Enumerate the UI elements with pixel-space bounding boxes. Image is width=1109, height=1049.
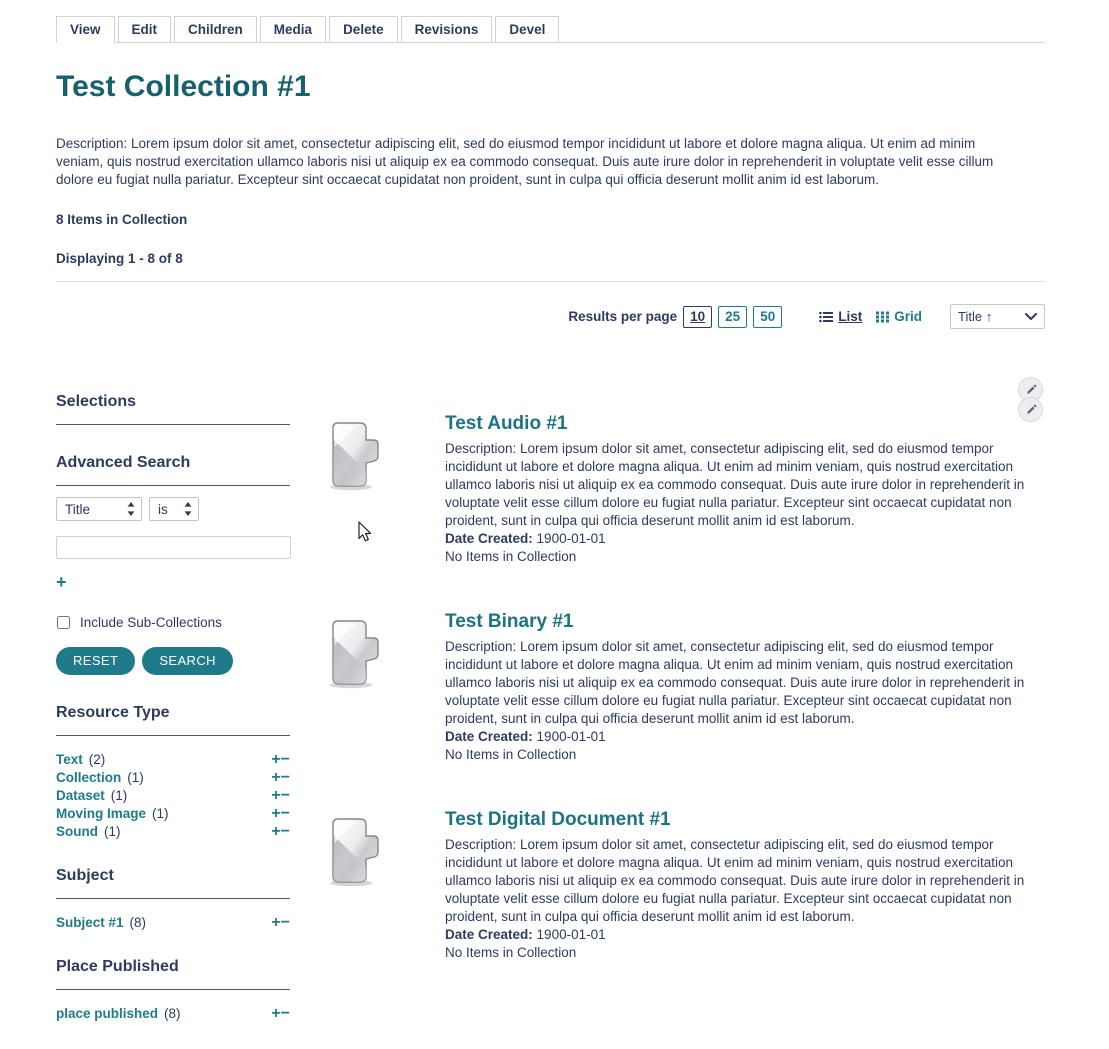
grid-icon <box>876 311 889 323</box>
item-description: Description: Lorem ipsum dolor sit amet, consectetur adipiscing elit, sed do eiusmod tempor incididunt ut labore et dolore magna aliqua. Ut enim ad minim veniam, quis nostrud exercitation ullamco laboris nisi ut aliquip ex ea commodo consequat. Duis aute irure dolor in reprehenderit in voluptate velit esse cillum dolore eu fugiat nulla pariatur. Excepteur sint occaecat cupidatat non proident, sunt in culpa qui officia deserunt mollit anim id est laborum. <box>445 441 1025 528</box>
item-description: Description: Lorem ipsum dolor sit amet, consectetur adipiscing elit, sed do eiusmod tempor incididunt ut labore et dolore magna aliqua. Ut enim ad minim veniam, quis nostrud exercitation ullamco laboris nisi ut aliquip ex ea commodo consequat. Duis aute irure dolor in reprehenderit in voluptate velit esse cillum dolore eu fugiat nulla pariatur. Excepteur sint occaecat cupidatat non proident, sunt in culpa qui officia deserunt mollit anim id est laborum. <box>445 837 1025 924</box>
facet-link[interactable]: place published <box>56 1006 159 1021</box>
tab-revisions[interactable]: Revisions <box>401 16 493 43</box>
facet-row-collection <box>56 771 290 784</box>
facet-link[interactable]: Dataset <box>56 788 105 803</box>
folder-icon <box>320 815 386 887</box>
search-field-select[interactable] <box>56 497 142 521</box>
grid-view-toggle[interactable] <box>876 309 922 324</box>
facet-link[interactable]: Sound <box>56 824 98 839</box>
selections-section <box>56 393 290 425</box>
add-search-term-button[interactable]: + <box>56 572 67 592</box>
facet-count: (1) <box>127 770 144 785</box>
sort-select[interactable] <box>950 304 1045 329</box>
results-bar <box>56 304 1045 329</box>
chevron-down-icon <box>1025 313 1037 320</box>
content-area <box>56 393 1045 1049</box>
include-subcollections-label: Include Sub-Collections <box>80 615 222 630</box>
advanced-search-term-row <box>56 497 290 521</box>
date-created-value: 1900-01-01 <box>536 729 606 744</box>
subject-heading: Subject <box>56 867 290 899</box>
facet-exclude-button[interactable]: − <box>280 1005 290 1022</box>
facet-count: (8) <box>129 915 147 930</box>
search-button[interactable]: SEARCH <box>142 647 233 675</box>
list-view-toggle[interactable] <box>819 309 862 324</box>
facet-row-moving-image <box>56 807 290 820</box>
facet-count: (1) <box>104 824 121 839</box>
facet-row-text <box>56 753 290 766</box>
facet-exclude-button[interactable]: − <box>280 751 290 768</box>
facet-row-dataset <box>56 789 290 802</box>
items-in-collection-count: 8 Items in Collection <box>56 212 188 227</box>
date-created-label: Date Created: <box>445 729 533 744</box>
sort-select-value: Title ↑ <box>958 309 993 324</box>
facet-include-button[interactable]: + <box>271 751 281 768</box>
facet-exclude-button[interactable]: − <box>280 823 290 840</box>
date-created-value: 1900-01-01 <box>536 531 606 546</box>
edit-contextual-button[interactable] <box>1018 397 1043 422</box>
page-size-50-button[interactable]: 50 <box>753 306 782 328</box>
facet-include-button[interactable]: + <box>271 823 281 840</box>
folder-thumbnail[interactable] <box>310 809 445 962</box>
facet-exclude-button[interactable]: − <box>280 805 290 822</box>
search-operator-select[interactable] <box>149 497 199 521</box>
list-view-label: List <box>838 309 863 324</box>
facet-row-subject-1 <box>56 916 290 929</box>
item-title-link[interactable]: Test Binary #1 <box>445 611 574 632</box>
search-operator-value: is <box>158 501 168 517</box>
collection-description: Description: Lorem ipsum dolor sit amet, consectetur adipiscing elit, sed do eiusmod tempor incididunt ut labore et dolore magna aliqua. Ut enim ad minim veniam, quis nostrud exercitation ullamco laboris nisi ut aliquip ex ea commodo consequat. Duis aute irure dolor in reprehenderit in voluptate velit esse cillum dolore eu fugiat nulla pariatur. Excepteur sint occaecat cupidatat non proident, sunt in culpa qui officia deserunt mollit anim id est laborum. <box>56 136 994 187</box>
facet-row-place-published <box>56 1007 290 1020</box>
page-size-10-button[interactable]: 10 <box>683 306 712 328</box>
tab-devel[interactable]: Devel <box>495 16 559 43</box>
facet-link[interactable]: Subject #1 <box>56 915 124 930</box>
facet-exclude-button[interactable]: − <box>280 787 290 804</box>
item-no-items: No Items in Collection <box>445 747 577 762</box>
facet-count: (8) <box>164 1006 181 1021</box>
search-term-input[interactable] <box>56 536 291 559</box>
facet-include-button[interactable]: + <box>271 914 281 931</box>
folder-thumbnail[interactable] <box>310 413 445 566</box>
reset-button[interactable]: RESET <box>56 647 135 675</box>
grid-view-label: Grid <box>894 309 922 324</box>
item-title-link[interactable]: Test Audio #1 <box>445 413 568 434</box>
selections-heading: Selections <box>56 393 290 425</box>
item-date-created <box>445 728 1033 746</box>
facet-include-button[interactable]: + <box>271 1005 281 1022</box>
facet-group-place-published <box>56 958 290 1020</box>
facet-exclude-button[interactable]: − <box>280 914 290 931</box>
facet-link[interactable]: Moving Image <box>56 806 147 821</box>
facet-exclude-button[interactable]: − <box>280 769 290 786</box>
page-title: Test Collection #1 <box>56 70 311 103</box>
facet-link[interactable]: Text <box>56 752 83 767</box>
date-created-value: 1900-01-01 <box>536 927 606 942</box>
search-buttons-row <box>56 647 290 675</box>
item-date-created <box>445 926 1033 944</box>
primary-tabs <box>56 16 1045 43</box>
tab-delete[interactable]: Delete <box>329 16 398 43</box>
page-size-25-button[interactable]: 25 <box>718 306 747 328</box>
pencil-icon <box>1024 383 1038 397</box>
list-item <box>310 789 1045 962</box>
tab-media[interactable]: Media <box>260 16 326 43</box>
include-subcollections-row <box>56 615 290 630</box>
displaying-range: Displaying 1 - 8 of 8 <box>56 251 183 266</box>
folder-icon <box>320 419 386 491</box>
facet-group-subject <box>56 867 290 929</box>
folder-thumbnail[interactable] <box>310 611 445 764</box>
item-body <box>445 611 1033 764</box>
list-icon <box>819 311 833 323</box>
item-date-created <box>445 530 1033 548</box>
tab-children[interactable]: Children <box>174 16 257 43</box>
results-per-page-label: Results per page <box>568 309 678 324</box>
item-body <box>445 809 1033 962</box>
advanced-search-section <box>56 454 290 675</box>
tab-view[interactable]: View <box>56 16 115 43</box>
facet-include-button[interactable]: + <box>271 805 281 822</box>
facet-count: (1) <box>110 788 128 803</box>
facet-count: (2) <box>88 752 106 767</box>
results-list <box>310 393 1045 987</box>
facet-group-resource-type <box>56 704 290 838</box>
item-title-link[interactable]: Test Digital Document #1 <box>445 809 671 830</box>
pencil-icon <box>1024 403 1038 417</box>
folder-icon <box>320 617 386 689</box>
sidebar <box>56 393 290 1049</box>
resource-type-heading: Resource Type <box>56 704 290 736</box>
up-down-arrows-icon <box>127 502 135 516</box>
item-description: Description: Lorem ipsum dolor sit amet, consectetur adipiscing elit, sed do eiusmod tempor incididunt ut labore et dolore magna aliqua. Ut enim ad minim veniam, quis nostrud exercitation ullamco laboris nisi ut aliquip ex ea commodo consequat. Duis aute irure dolor in reprehenderit in voluptate velit esse cillum dolore eu fugiat nulla pariatur. Excepteur sint occaecat cupidatat non proident, sunt in culpa qui officia deserunt mollit anim id est laborum. <box>445 639 1025 726</box>
tab-edit[interactable]: Edit <box>118 16 172 43</box>
advanced-search-heading: Advanced Search <box>56 454 290 486</box>
facet-include-button[interactable]: + <box>271 787 281 804</box>
facet-link[interactable]: Collection <box>56 770 122 785</box>
item-no-items: No Items in Collection <box>445 549 577 564</box>
date-created-label: Date Created: <box>445 531 533 546</box>
list-item <box>310 393 1045 566</box>
place-published-heading: Place Published <box>56 958 290 990</box>
list-item <box>310 591 1045 764</box>
item-no-items: No Items in Collection <box>445 945 577 960</box>
include-subcollections-checkbox[interactable] <box>57 616 70 629</box>
facet-row-sound <box>56 825 290 838</box>
facet-include-button[interactable]: + <box>271 769 281 786</box>
date-created-label: Date Created: <box>445 927 533 942</box>
item-body <box>445 413 1033 566</box>
up-down-arrows-icon <box>184 502 192 516</box>
search-field-value: Title <box>65 501 91 517</box>
facet-count: (1) <box>152 806 169 821</box>
divider <box>56 281 1045 282</box>
